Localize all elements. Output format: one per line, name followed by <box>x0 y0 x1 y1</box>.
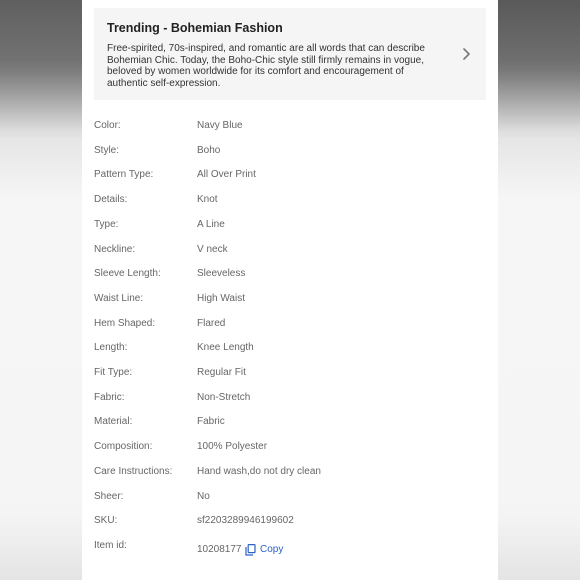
attribute-row-care-instructions <box>94 462 486 482</box>
attribute-row-material <box>94 412 486 432</box>
attribute-value: High Waist <box>197 292 245 304</box>
attribute-value: 100% Polyester <box>197 441 268 453</box>
attribute-value: Hand wash,do not dry clean <box>197 465 321 477</box>
attribute-value: Sleeveless <box>197 268 246 280</box>
attribute-value: Knee Length <box>197 342 254 354</box>
attribute-row-sku <box>94 511 486 531</box>
copy-label: Copy <box>260 544 284 555</box>
attribute-label: Material: <box>94 416 133 428</box>
attribute-value: Knot <box>197 194 218 206</box>
attribute-value: Non-Stretch <box>197 391 251 403</box>
attribute-value: Boho <box>197 144 221 156</box>
attribute-label: Item id: <box>94 539 127 551</box>
attribute-label: Fit Type: <box>94 367 133 378</box>
item-id-value: 10208177 <box>197 544 242 555</box>
attribute-label: Details: <box>94 194 128 206</box>
attribute-value: All Over Print <box>197 169 256 181</box>
attribute-label: Sheer: <box>94 490 124 502</box>
attribute-label: Care Instructions: <box>94 465 173 477</box>
copy-button[interactable] <box>245 540 283 560</box>
attribute-label: Fabric: <box>94 391 125 403</box>
attribute-value: V neck <box>197 243 228 255</box>
attribute-label: Waist Line: <box>94 292 144 304</box>
attribute-row-pattern-type <box>94 165 486 185</box>
attribute-row-style <box>94 141 486 161</box>
attribute-value: No <box>197 490 210 502</box>
backdrop-left <box>0 0 82 580</box>
trending-card[interactable] <box>94 8 486 100</box>
trending-title: Trending - Bohemian Fashion <box>107 21 283 35</box>
product-details-panel <box>82 0 498 580</box>
attribute-row-fabric <box>94 388 486 408</box>
attribute-row-length <box>94 338 486 358</box>
trending-description: Free-spirited, 70s-inspired, and romantic are all words that can describe Bohemian Chic. Today, the Boho-Chic style still firmly remains in vogue, beloved by women worldwide for its comfort and encouragement of authentic self-expression. <box>107 43 425 89</box>
attribute-row-fit-type <box>94 363 486 383</box>
attribute-label: Style: <box>94 144 120 156</box>
chevron-right-icon[interactable] <box>462 47 471 61</box>
attribute-value: A Line <box>197 218 225 230</box>
attribute-label: Composition: <box>94 441 153 453</box>
attribute-row-hem-shaped <box>94 314 486 334</box>
attribute-row-neckline <box>94 240 486 260</box>
attribute-row-color <box>94 116 486 136</box>
attribute-label: Color: <box>94 120 121 131</box>
attribute-label: Hem Shaped: <box>94 317 156 329</box>
attribute-label: Length: <box>94 342 128 354</box>
attribute-label: Sleeve Length: <box>94 268 161 280</box>
attribute-value: Flared <box>197 317 226 329</box>
backdrop-right <box>498 0 580 580</box>
item-id-value-row <box>94 540 486 560</box>
attribute-label: Neckline: <box>94 243 136 255</box>
attribute-row-sleeve-length <box>94 264 486 284</box>
attribute-row-details <box>94 190 486 210</box>
attribute-row-waist-line <box>94 289 486 309</box>
attribute-label: Type: <box>94 218 119 230</box>
attribute-value: Fabric <box>197 416 225 428</box>
attribute-value: sf2203289946199602 <box>197 515 294 527</box>
attribute-value: Navy Blue <box>197 120 243 131</box>
attribute-value: Regular Fit <box>197 367 246 378</box>
attribute-row-type <box>94 215 486 235</box>
attribute-label: SKU: <box>94 515 118 527</box>
attribute-row-composition <box>94 437 486 457</box>
attribute-label: Pattern Type: <box>94 169 154 181</box>
attribute-row-sheer <box>94 487 486 507</box>
copy-icon <box>245 544 260 556</box>
